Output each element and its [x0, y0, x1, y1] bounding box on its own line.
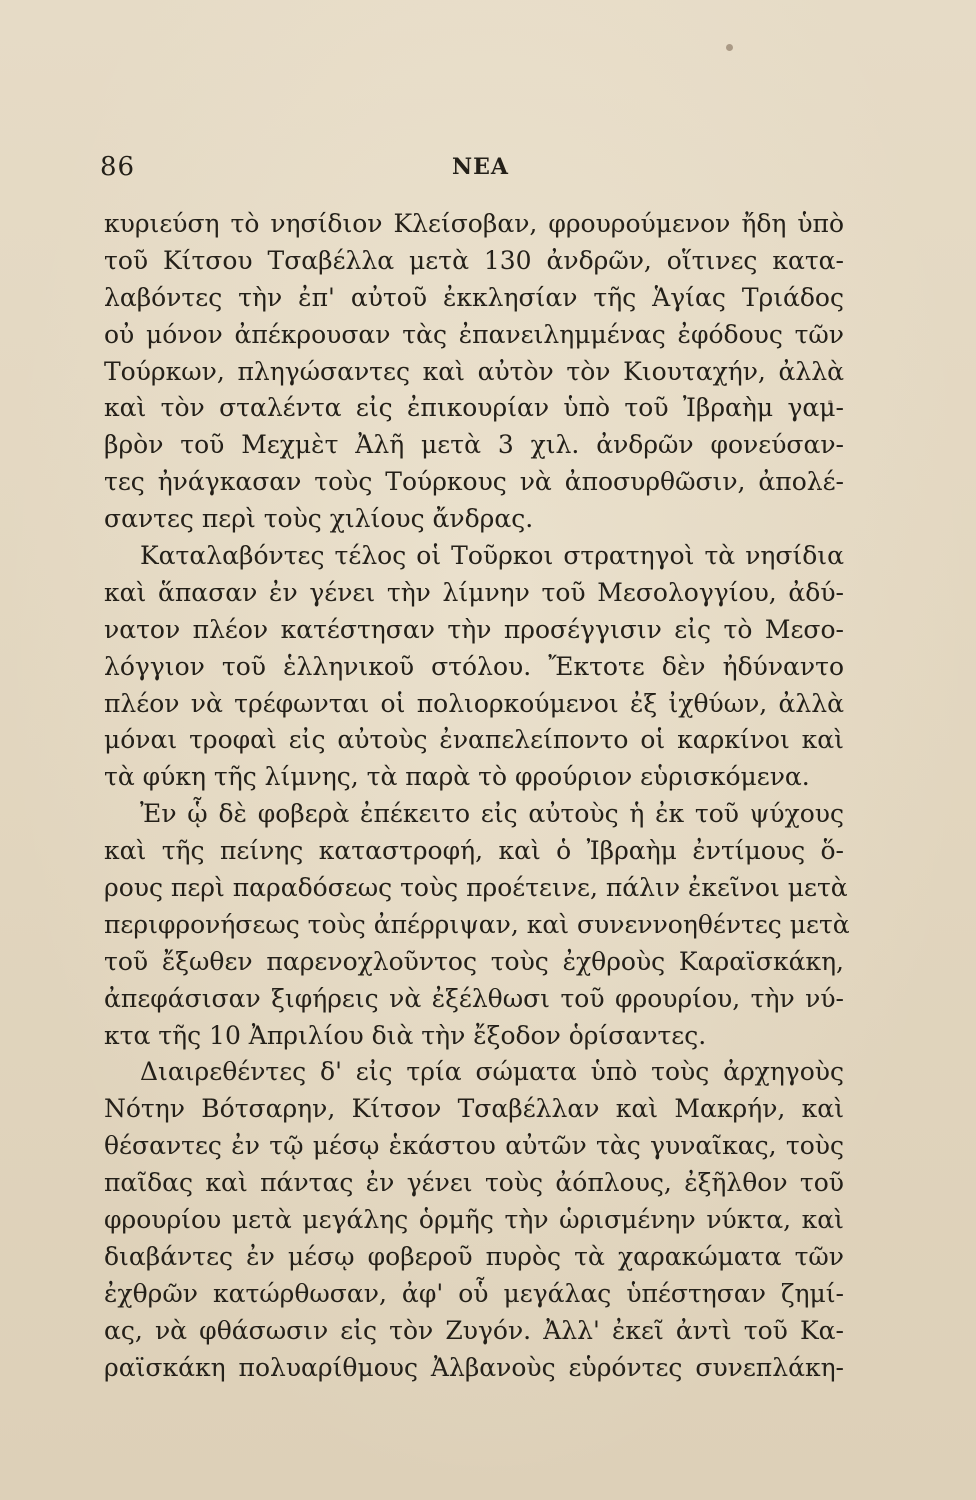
text-line: Ἐν ᾧ δὲ φοβερὰ ἐπέκειτο εἰς αὐτοὺς ἡ ἐκ τοῦ ψύχους [140, 799, 844, 829]
text-line: λαβόντες τὴν ἐπ' αὐτοῦ ἐκκλησίαν τῆς Ἁγίας Τριάδος [104, 282, 844, 312]
text-line: πλέον νὰ τρέφωνται οἱ πολιορκούμενοι ἐξ ἰχθύων, ἀλλὰ [104, 688, 844, 718]
text-line: Διαιρεθέντες δ' εἰς τρία σώματα ὑπὸ τοὺς ἀρχηγοὺς [140, 1057, 844, 1087]
text-line: καὶ ἅπασαν ἐν γένει τὴν λίμνην τοῦ Μεσολογγίου, ἀδύ- [104, 577, 844, 607]
running-head: ΝΕΑ [452, 154, 509, 180]
text-line: βρὸν τοῦ Μεχμὲτ Ἀλῆ μετὰ 3 χιλ. ἀνδρῶν φονεύσαν- [104, 430, 844, 460]
text-line: καὶ τῆς πείνης καταστροφή, καὶ ὁ Ἰβραὴμ ἐντίμους ὅ- [104, 836, 844, 866]
text-line: σαντες περὶ τοὺς χιλίους ἄνδρας. [104, 504, 534, 534]
text-line: ραϊσκάκη πολυαρίθμους Ἀλβανοὺς εὑρόντες συνεπλάκη- [104, 1352, 844, 1382]
text-line: ρους περὶ παραδόσεως τοὺς προέτεινε, πάλιν ἐκεῖνοι μετὰ [104, 873, 848, 903]
text-line: κτα τῆς 10 Ἀπριλίου διὰ τὴν ἔξοδον ὁρίσαντες. [104, 1020, 707, 1050]
text-line: καὶ τὸν σταλέντα εἰς ἐπικουρίαν ὑπὸ τοῦ Ἰβραὴμ γαμ- [104, 393, 844, 423]
text-line: τοῦ ἔξωθεν παρενοχλοῦντος τοὺς ἐχθροὺς Καραϊσκάκη, [104, 946, 844, 976]
text-line: ἀπεφάσισαν ξιφήρεις νὰ ἐξέλθωσι τοῦ φρουρίου, τὴν νύ- [104, 983, 844, 1013]
text-line: ας, νὰ φθάσωσιν εἰς τὸν Ζυγόν. Ἀλλ' ἐκεῖ ἀντὶ τοῦ Κα- [104, 1315, 844, 1345]
text-line: τοῦ Κίτσου Τσαβέλλα μετὰ 130 ἀνδρῶν, οἵτινες κατα- [104, 245, 844, 275]
text-line: Καταλαβόντες τέλος οἱ Τοῦρκοι στρατηγοὶ τὰ νησίδια [140, 541, 844, 571]
paper-spot [726, 44, 733, 51]
text-line: θέσαντες ἐν τῷ μέσῳ ἑκάστου αὐτῶν τὰς γυναῖκας, τοὺς [104, 1131, 844, 1161]
text-line: μόναι τροφαὶ εἰς αὐτοὺς ἐναπελείποντο οἱ καρκίνοι καὶ [104, 725, 844, 755]
text-line: νατον πλέον κατέστησαν τὴν προσέγγισιν εἰς τὸ Μεσο- [104, 614, 844, 644]
text-line: τες ἠνάγκασαν τοὺς Τούρκους νὰ ἀποσυρθῶσιν, ἀπολέ- [104, 467, 844, 497]
text-line: κυριεύση τὸ νησίδιον Κλείσοβαν, φρουρούμενον ἤδη ὑπὸ [104, 209, 844, 238]
text-line: οὐ μόνον ἀπέκρουσαν τὰς ἐπανειλημμένας ἐφόδους τῶν [104, 319, 844, 349]
text-line: λόγγιον τοῦ ἑλληνικοῦ στόλου. Ἔκτοτε δὲν ἠδύναντο [104, 651, 844, 681]
text-line: τὰ φύκη τῆς λίμνης, τὰ παρὰ τὸ φρούριον εὑρισκόμενα. [104, 762, 810, 792]
text-line: διαβάντες ἐν μέσῳ φοβεροῦ πυρὸς τὰ χαρακώματα τῶν [104, 1241, 844, 1271]
text-line: περιφρονήσεως τοὺς ἀπέρριψαν, καὶ συνεννοηθέντες μετὰ [104, 909, 850, 939]
text-line: παῖδας καὶ πάντας ἐν γένει τοὺς ἀόπλους, ἐξῆλθον τοῦ [104, 1168, 844, 1198]
text-line: ἐχθρῶν κατώρθωσαν, ἀφ' οὗ μεγάλας ὑπέστησαν ζημί- [104, 1278, 844, 1308]
page-number: 86 [100, 152, 136, 182]
page-header [100, 150, 860, 190]
text-line: φρουρίου μετὰ μεγάλης ὁρμῆς τὴν ὡρισμένην νύκτα, καὶ [104, 1205, 844, 1235]
text-line: Νότην Βότσαρην, Κίτσον Τσαβέλλαν καὶ Μακρήν, καὶ [104, 1094, 844, 1124]
body-text [104, 206, 850, 1387]
text-line: Τούρκων, πληγώσαντες καὶ αὐτὸν τὸν Κιουταχήν, ἀλλὰ [104, 356, 844, 386]
